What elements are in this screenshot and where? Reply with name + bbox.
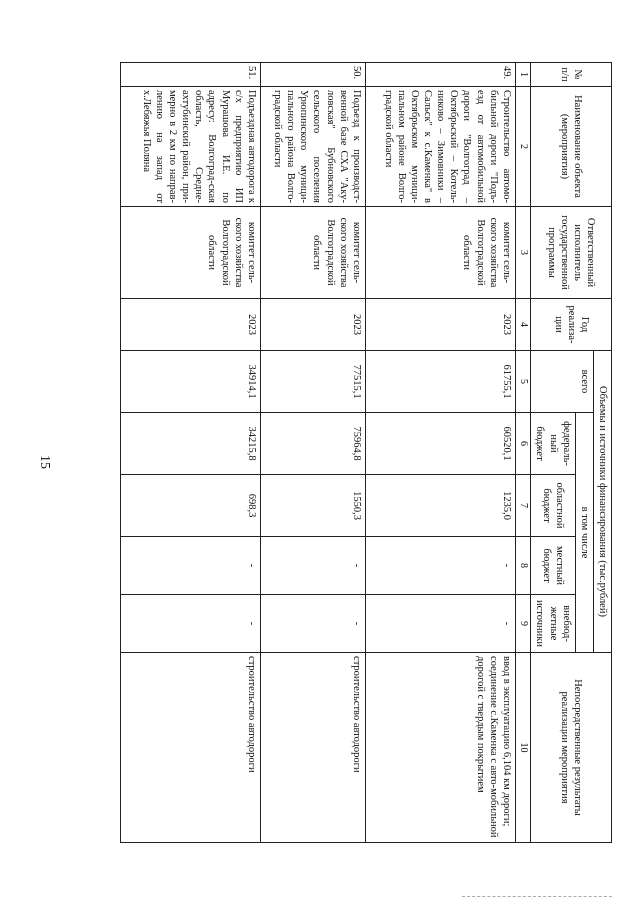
table-row bbox=[260, 63, 365, 843]
cell-total: 61755,1 bbox=[365, 351, 515, 413]
cell-result: строительство автодороги bbox=[120, 653, 260, 843]
cell-regional: 1550,3 bbox=[260, 475, 365, 537]
header-extra: внебюд-жетные источники bbox=[531, 595, 575, 653]
cell-federal: 34215,8 bbox=[120, 413, 260, 475]
header-total: всего bbox=[531, 351, 594, 413]
column-number: 3 bbox=[515, 207, 531, 299]
cell-result: ввод в эксплуатацию 6,104 км дороги; соединение с.Каменка с авто-мобильной дорогой с твердым покрытием bbox=[365, 653, 515, 843]
cell-result: строительство автодороги bbox=[260, 653, 365, 843]
cell-local: - bbox=[260, 537, 365, 595]
cell-year: 2023 bbox=[120, 299, 260, 351]
cell-extra: - bbox=[365, 595, 515, 653]
column-number: 9 bbox=[515, 595, 531, 653]
header-incl: в том числе bbox=[575, 413, 593, 653]
cell-name: Подъезд к производст-венной базе СХА "Аку-ловская" Бубновского сельского поселения Урюпинского муници-пального района Волго-градской области bbox=[260, 87, 365, 207]
cell-no: 51. bbox=[120, 63, 260, 87]
header-name: Наименование объекта (мероприятия) bbox=[531, 87, 612, 207]
page-edge-divider bbox=[462, 896, 612, 897]
cell-name: Подъездная автодорога к с/х предприятию ИП Мурашова И.Е. по адресу: Волгоград-ская область, Средне-ахтубинский район, при-мерно в 2 км по направ-лению на запад от х.Лебяжья Поляна bbox=[120, 87, 260, 207]
funding-table bbox=[120, 62, 612, 843]
column-number: 1 bbox=[515, 63, 531, 87]
cell-year: 2023 bbox=[260, 299, 365, 351]
cell-executor: комитет сель-ского хозяйства Волгоградской области bbox=[120, 207, 260, 299]
cell-extra: - bbox=[260, 595, 365, 653]
column-number: 10 bbox=[515, 653, 531, 843]
cell-name: Строительство автомо-бильной дороги "Подъ-езд от автомобильной дороги "Волгоград – Октябрьский – Котель-никово – Зимовники – Сальск" к с.Каменка" в Октябрьском муници-пальном районе Волго-градской области bbox=[365, 87, 515, 207]
column-number: 7 bbox=[515, 475, 531, 537]
cell-total: 34914,1 bbox=[120, 351, 260, 413]
page-number: 15 bbox=[37, 455, 52, 469]
cell-year: 2023 bbox=[365, 299, 515, 351]
header-results: Непосредственные результаты реализации мероприятия bbox=[531, 653, 612, 843]
cell-federal: 75964,8 bbox=[260, 413, 365, 475]
header-funding: Объемы и источники финансирования (тыс.рублей) bbox=[593, 351, 611, 653]
column-number: 8 bbox=[515, 537, 531, 595]
header-year: Год реализа-ции bbox=[531, 299, 612, 351]
table-row bbox=[120, 63, 260, 843]
cell-executor: комитет сель-ского хозяйства Волгоградской области bbox=[260, 207, 365, 299]
header-local: местный бюджет bbox=[531, 537, 575, 595]
column-number: 2 bbox=[515, 87, 531, 207]
cell-local: - bbox=[365, 537, 515, 595]
cell-federal: 60520,1 bbox=[365, 413, 515, 475]
cell-regional: 698,3 bbox=[120, 475, 260, 537]
cell-regional: 1235,0 bbox=[365, 475, 515, 537]
rotated-table-container bbox=[80, 62, 612, 842]
cell-total: 77515,1 bbox=[260, 351, 365, 413]
column-number: 4 bbox=[515, 299, 531, 351]
header-regional: областной бюджет bbox=[531, 475, 575, 537]
header-federal: федераль-ный бюджет bbox=[531, 413, 575, 475]
column-number: 6 bbox=[515, 413, 531, 475]
cell-no: 50. bbox=[260, 63, 365, 87]
cell-extra: - bbox=[120, 595, 260, 653]
cell-local: - bbox=[120, 537, 260, 595]
column-number: 5 bbox=[515, 351, 531, 413]
table-row bbox=[365, 63, 515, 843]
cell-no: 49. bbox=[365, 63, 515, 87]
header-executor: Ответственный исполнитель государственной программы bbox=[531, 207, 612, 299]
header-no: № п/п bbox=[531, 63, 612, 87]
cell-executor: комитет сель-ского хозяйства Волгоградской области bbox=[365, 207, 515, 299]
